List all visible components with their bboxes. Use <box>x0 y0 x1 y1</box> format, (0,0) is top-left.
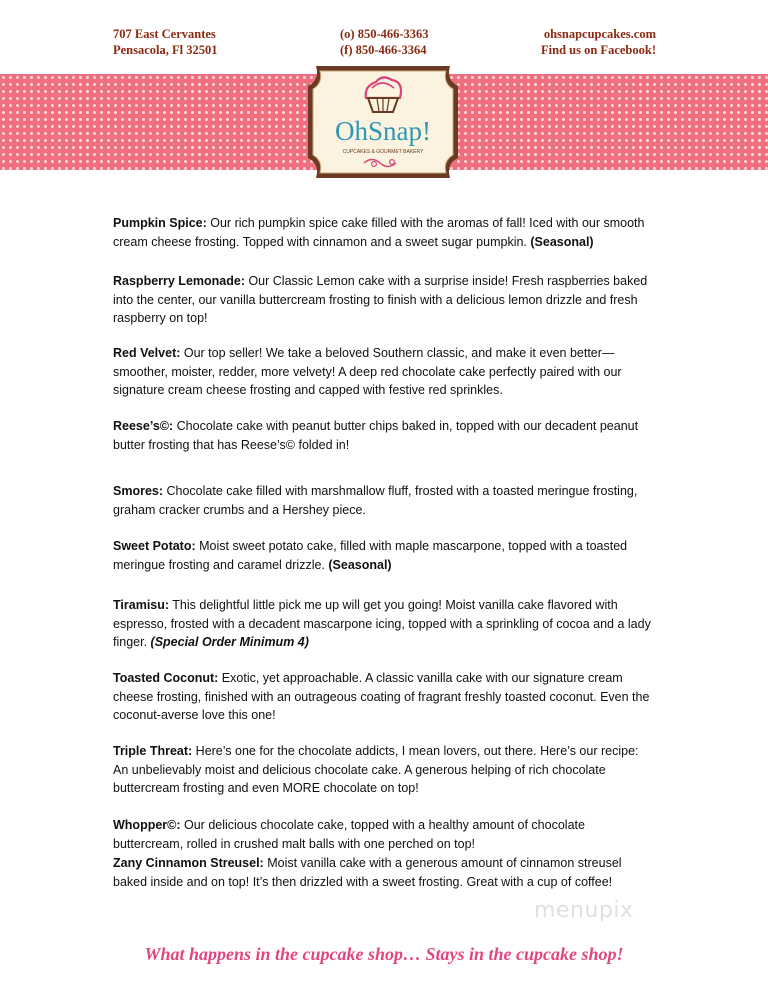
address-line-1: 707 East Cervantes <box>113 27 216 41</box>
item-description: Our rich pumpkin spice cake filled with the aromas of fall! Iced with our smooth cream cheese frosting. Topped with cinnamon and a sweet sugar pumpkin. <box>113 216 645 249</box>
item-name: Raspberry Lemonade: <box>113 274 245 288</box>
phone-block <box>340 26 429 58</box>
item-description: Moist vanilla cake with a generous amount of cinnamon streusel baked inside and on top! It’s then drizzled with a sweet frosting. Great with a cup of coffee! <box>113 856 622 889</box>
website-link[interactable]: ohsnapcupcakes.com <box>543 27 656 41</box>
item-name: Smores: <box>113 484 164 498</box>
item-description: Chocolate cake with peanut butter chips baked in, topped with our decadent peanut butter frosting that has Reese’s© folded in! <box>113 419 639 452</box>
item-description: Our Classic Lemon cake with a surprise inside! Fresh raspberries baked into the center, our vanilla buttercream frosting to finish with a delicious lemon drizzle and fresh raspberry on top! <box>113 274 648 325</box>
item-name: Whopper©: <box>113 818 181 832</box>
item-tag: (Special Order Minimum 4) <box>150 635 309 649</box>
fax-number: (f) 850-466-3364 <box>340 43 427 57</box>
address-line-2: Pensacola, Fl 32501 <box>113 43 218 57</box>
address-block <box>113 26 218 58</box>
item-description: Our top seller! We take a beloved Southern classic, and make it even better—smoother, moister, redder, more velvety! A deep red chocolate cake perfectly paired with our signature cream cheese frosting and capped with festive red sprinkles. <box>113 346 622 397</box>
menu-item-reeses <box>113 417 653 454</box>
item-name: Zany Cinnamon Streusel: <box>113 856 264 870</box>
item-name: Red Velvet: <box>113 346 181 360</box>
menu-item-toasted-coconut <box>113 669 653 725</box>
footer-slogan: What happens in the cupcake shop… Stays in the cupcake shop! <box>144 944 624 964</box>
phone-number: (o) 850-466-3363 <box>340 27 429 41</box>
item-name: Tiramisu: <box>113 598 170 612</box>
menu-item-raspberry-lemonade <box>113 272 653 328</box>
menupix-watermark: menupix <box>534 898 634 923</box>
logo-brand-text: OhSnap! <box>335 116 431 146</box>
item-description: This delightful little pick me up will get you going! Moist vanilla cake flavored with espresso, frosted with a decadent mascarpone icing, topped with a sprinkling of cocoa and a lady finger. <box>113 598 651 649</box>
item-description: Here’s one for the chocolate addicts, I mean lovers, out there. Here’s our recipe: An unbelievably moist and delicious chocolate cake. A generous helping of rich chocolate buttercream frosting and even MORE chocolate on top! <box>113 744 639 795</box>
item-tag: (Seasonal) <box>328 557 392 572</box>
menu-item-sweet-potato <box>113 537 653 574</box>
item-name: Sweet Potato: <box>113 539 196 553</box>
logo-tagline: CUPCAKES & GOURMET BAKERY <box>342 149 424 155</box>
menu-item-triple-threat <box>113 742 653 798</box>
menu-item-zany-cinnamon-streusel <box>113 854 653 891</box>
item-description: Chocolate cake filled with marshmallow fluff, frosted with a toasted meringue frosting, graham cracker crumbs and a Hershey piece. <box>113 484 638 517</box>
web-block <box>541 26 656 58</box>
menu-item-red-velvet <box>113 344 653 400</box>
item-description: Exotic, yet approachable. A classic vanilla cake with our signature cream cheese frosting, finished with an outrageous coating of fragrant freshly toasted coconut. Even the coconut-averse love this one! <box>113 671 650 722</box>
ohsnap-logo <box>302 60 464 184</box>
item-name: Reese’s©: <box>113 419 174 433</box>
item-name: Toasted Coconut: <box>113 671 219 685</box>
menu-item-smores <box>113 482 653 519</box>
menu-item-pumpkin-spice <box>113 214 653 251</box>
menu-item-whopper <box>113 816 653 853</box>
item-description: Moist sweet potato cake, filled with maple mascarpone, topped with a toasted meringue frosting and caramel drizzle. <box>113 539 628 572</box>
item-tag: (Seasonal) <box>530 234 594 249</box>
facebook-link[interactable]: Find us on Facebook! <box>541 43 656 57</box>
menu-item-tiramisu <box>113 596 653 652</box>
item-name: Triple Threat: <box>113 744 193 758</box>
item-description: Our delicious chocolate cake, topped with a healthy amount of chocolate buttercream, rolled in crushed malt balls with one perched on top! <box>113 818 585 851</box>
item-name: Pumpkin Spice: <box>113 216 207 230</box>
